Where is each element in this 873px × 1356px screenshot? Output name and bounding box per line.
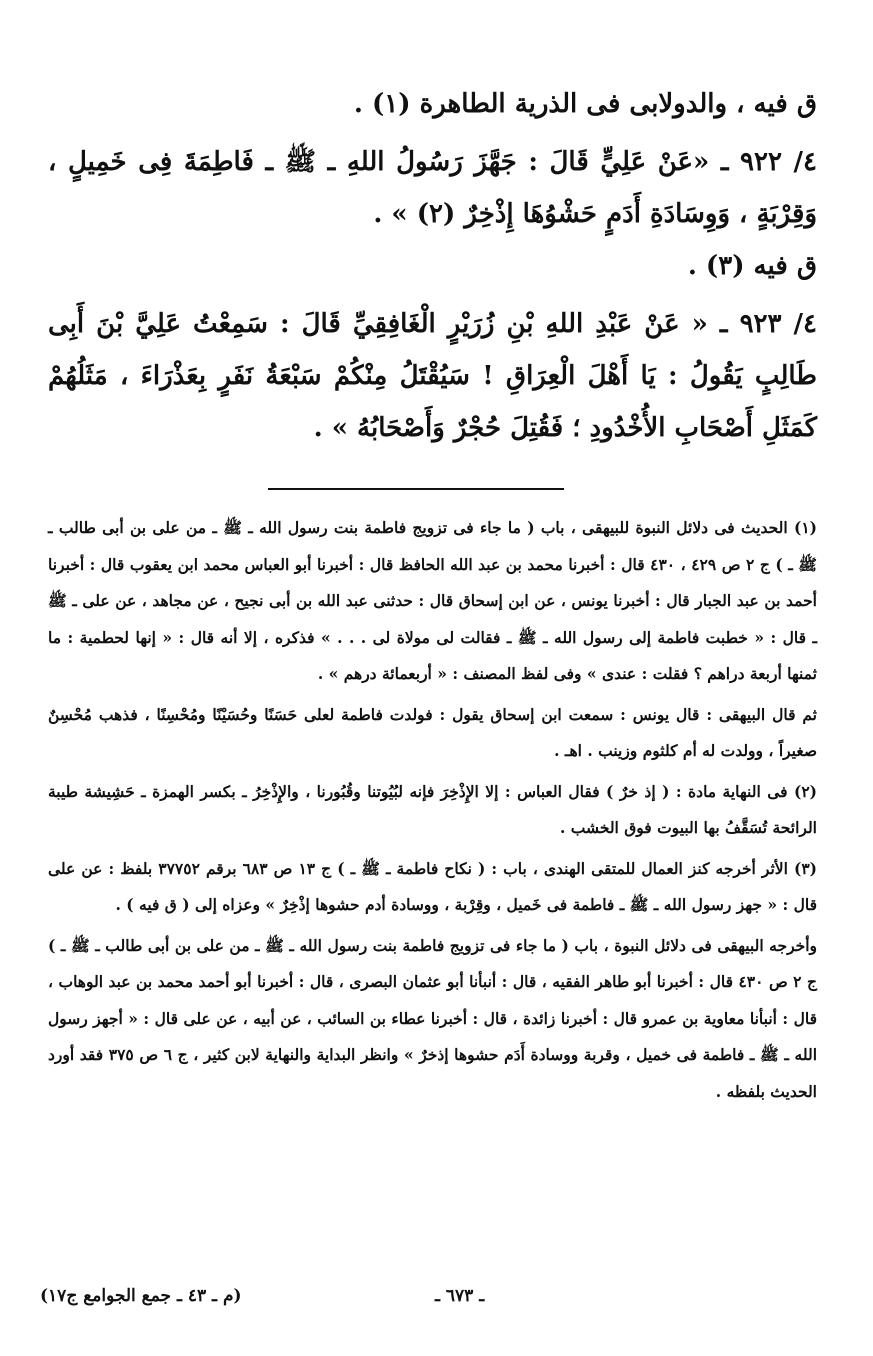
hadith-922: ٤/ ٩٢٢ ـ «عَنْ عَلِيٍّ قَالَ : جَهَّزَ رَسُولُ اللهِ ـ ﷺ ـ فَاطِمَةَ فِى خَمِيلٍ ، وَقِرْبَةٍ ، وَوِسَادَةِ أَدَمٍ حَشْوُهَا إِذْخِرٌ (٢) » . [48,147,817,229]
footnote-separator [268,488,564,490]
main-text [48,78,817,454]
footnote-3: (٣) الأثر أخرجه كنز العمال للمتقى الهندى ، باب : ( نكاح فاطمة ـ ﷺ ـ ) ج ١٣ ص ٦٨٣ برقم ٣٧٧٥٢ بلفظ : عن على قال : « جهز رسول الله ـ ﷺ ـ فاطمة فى خَميل ، وقِرْبة ، ووسادة أدم حشوها إذْخِرٌ » وعزاه إلى ( ق فيه ) . [48,858,817,914]
footnote-3-continued: وأخرجه البيهقى فى دلائل النبوة ، باب ( ما جاء فى تزويج فاطمة بنت رسول الله ـ ﷺ ـ من على بن أبى طالب ـ ﷺ ـ ) ج ٢ ص ٤٣٠ قال : أخبرنا أبو طاهر الفقيه ، قال : أنبأنا أبو عثمان البصرى ، قال : أخبرنا أبو أحمد محمد بن عبد الوهاب ، قال : أنبأنا معاوية بن عمرو قال : أخبرنا زائدة ، قال : أخبرنا عطاء بن السائب ، عن أبيه ، عن على قال : « أجهز رسول الله ـ ﷺ ـ فاطمة فى خميل ، وقربة ووسادة أَدَم حشوها إذخرٌ » وانظر البداية والنهاية لابن كثير ، ج ٦ ص ٣٧٥ فقد أورد الحديث بلفظه . [48,935,818,1101]
footnote-separator-wrap [48,488,817,490]
footnotes [48,510,817,1110]
main-line-1: ق فيه ، والدولابى فى الذرية الطاهرة (١) . [353,89,817,119]
footnote-1: (١) الحديث فى دلائل النبوة للبيهقى ، باب ( ما جاء فى تزويج فاطمة بنت رسول الله ـ ﷺ ـ من على بن أبى طالب ـ ﷺ ـ ) ج ٢ ص ٤٢٩ ، ٤٣٠ قال : أخبرنا محمد بن عبد الله الحافظ قال : أخبرنا أبو العباس محمد ابن يعقوب قال : أخبرنا أحمد بن عبد الجبار قال : أخبرنا يونس ، عن ابن إسحاق قال : حدثنى عبد الله بن أبى نجيح ، عن مجاهد ، عن على ـ ﷺ ـ قال : « خطبت فاطمة إلى رسول الله ـ ﷺ ـ فقالت لى مولاة لى . . . » فذكره ، إلا أنه قال : « إنها لحطمية : ما ثمنها أربعة دراهم ؟ فقلت : عندى » وفى لفظ المصنف : « أربعمائة درهم » . [48,518,817,683]
footnote-1-continued: ثم قال البيهقى : قال يونس : سمعت ابن إسحاق يقول : فولدت فاطمة لعلى حَسَنًا وحُسَيْنًا ومُحْسِنًا ، فذهب مُحْسِنٌ صغيراً ، وولدت له أم كلثوم وزينب . اهـ . [48,704,817,760]
footnote-2: (٢) فى النهاية مادة : ( إذ خرٌ ) فقال العباس : إلا الإِذْخِرَ فإنه لبُيُوتنا وقُبُورنا ، والإِذْخِرُ ـ بكسر الهمزة ـ حَشِيشة طيبة الرائحة تُسَقَّفُ بها البيوت فوق الخشب . [48,781,817,837]
page-number: ـ ٦٧٣ ـ [435,1286,485,1306]
volume-signature: (م ـ ٤٣ ـ جمع الجوامع ج١٧) [40,1286,242,1306]
hadith-923: ٤/ ٩٢٣ ـ « عَنْ عَبْدِ اللهِ بْنِ زُرَيْرٍ الْغَافِقِيِّ قَالَ : سَمِعْتُ عَلِيَّ بْنَ أَبِى طَالِبٍ يَقُولُ : يَا أَهْلَ الْعِرَاقِ ! سَيُقْتَلُ مِنْكُمْ سَبْعَةُ نَفَرٍ بِعَذْرَاءَ ، مَثَلُهُمْ كَمَثَلِ أَصْحَابِ الأُخْدُودِ ؛ فَقُتِلَ حُجْرٌ وَأَصْحَابُهُ » . [48,309,817,443]
main-line-3: ق فيه (٣) . [687,251,817,281]
